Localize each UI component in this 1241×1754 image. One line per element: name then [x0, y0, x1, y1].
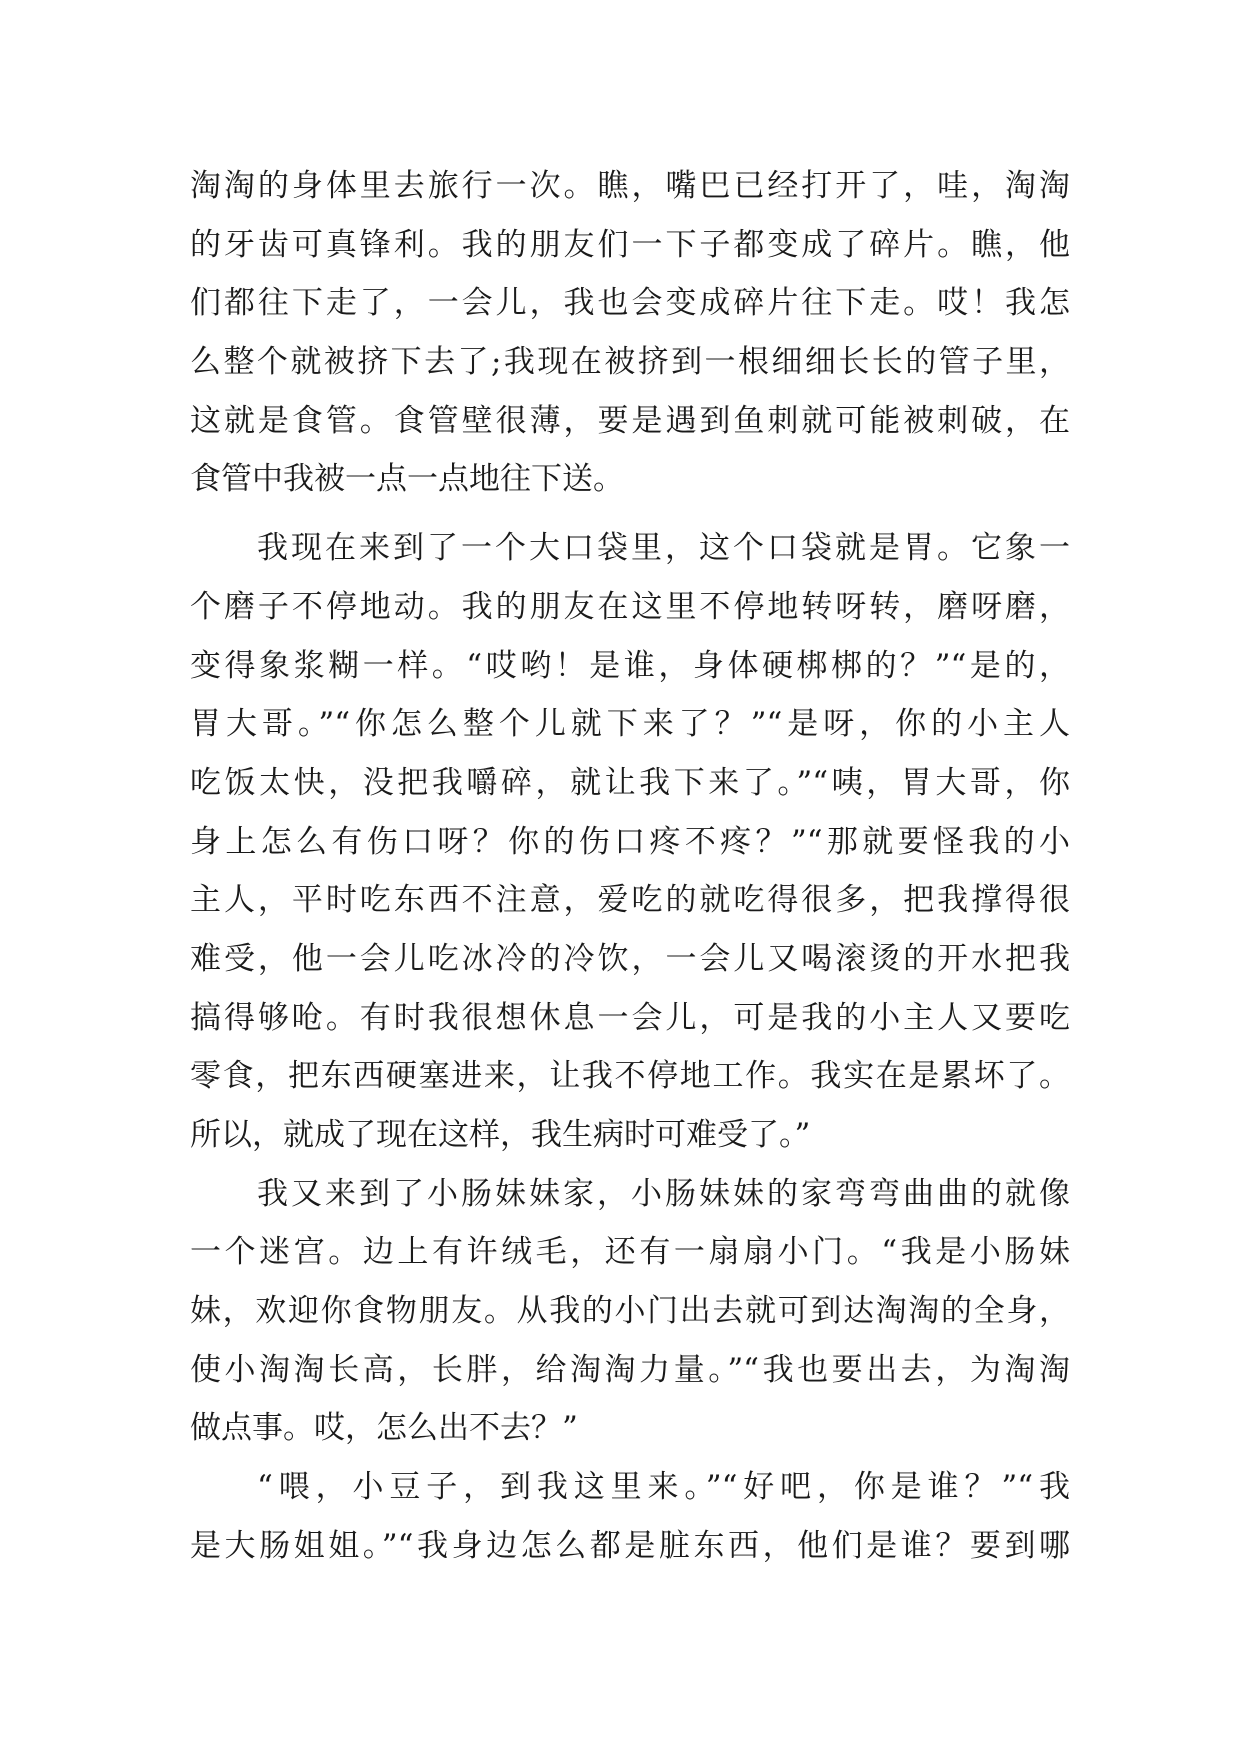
text-line: 么整个就被挤下去了;我现在被挤到一根细细长长的管子里，: [190, 344, 1070, 381]
text-line: 的牙齿可真锋利。我的朋友们一下子都变成了碎片。瞧，他: [190, 226, 1070, 263]
text-line: 胃大哥。”“你怎么整个儿就下来了？”“是呀，你的小主人: [190, 706, 1070, 743]
text-line: 我现在来到了一个大口袋里，这个口袋就是胃。它象一: [257, 530, 1070, 567]
text-line: 们都往下走了，一会儿，我也会变成碎片往下走。哎！我怎: [190, 285, 1070, 322]
paragraph: [190, 1165, 1070, 1458]
text-line: 所以，就成了现在这样，我生病时可难受了。”: [190, 1117, 811, 1153]
text-line: 零食，把东西硬塞进来，让我不停地工作。我实在是累坏了。: [190, 1058, 1070, 1095]
text-line: “喂，小豆子，到我这里来。”“好吧，你是谁？”“我: [257, 1469, 1070, 1506]
text-line: 是大肠姐姐。”“我身边怎么都是脏东西，他们是谁？要到哪: [190, 1527, 1070, 1564]
body-text: [190, 157, 1070, 1576]
paragraph: [190, 157, 1070, 509]
text-line: 淘淘的身体里去旅行一次。瞧，嘴巴已经打开了，哇，淘淘: [190, 168, 1070, 204]
text-line: 这就是食管。食管壁很薄，要是遇到鱼刺就可能被刺破，在: [190, 402, 1070, 439]
text-line: 我又来到了小肠妹妹家，小肠妹妹的家弯弯曲曲的就像: [257, 1175, 1070, 1212]
text-line: 难受，他一会儿吃冰冷的冷饮，一会儿又喝滚烫的开水把我: [190, 940, 1070, 977]
paragraph: [190, 519, 1070, 1165]
text-line: 吃饭太快，没把我嚼碎，就让我下来了。”“咦，胃大哥，你: [190, 764, 1070, 801]
text-line: 主人，平时吃东西不注意，爱吃的就吃得很多，把我撑得很: [190, 882, 1070, 919]
text-line: 变得象浆糊一样。“哎哟！是谁，身体硬梆梆的？”“是的，: [190, 647, 1070, 684]
paragraph: [190, 1458, 1070, 1575]
text-line: 身上怎么有伤口呀？你的伤口疼不疼？”“那就要怪我的小: [190, 823, 1070, 860]
text-line: 搞得够呛。有时我很想休息一会儿，可是我的小主人又要吃: [190, 999, 1070, 1036]
text-line: 一个迷宫。边上有许绒毛，还有一扇扇小门。“我是小肠妹: [190, 1234, 1070, 1271]
text-line: 食管中我被一点一点地往下送。: [190, 461, 624, 498]
text-line: 做点事。哎，怎么出不去？”: [190, 1410, 578, 1447]
text-line: 妹，欢迎你食物朋友。从我的小门出去就可到达淘淘的全身，: [190, 1293, 1070, 1330]
text-line: 个磨子不停地动。我的朋友在这里不停地转呀转，磨呀磨，: [190, 588, 1070, 625]
text-line: 使小淘淘长高，长胖，给淘淘力量。”“我也要出去，为淘淘: [190, 1351, 1070, 1388]
